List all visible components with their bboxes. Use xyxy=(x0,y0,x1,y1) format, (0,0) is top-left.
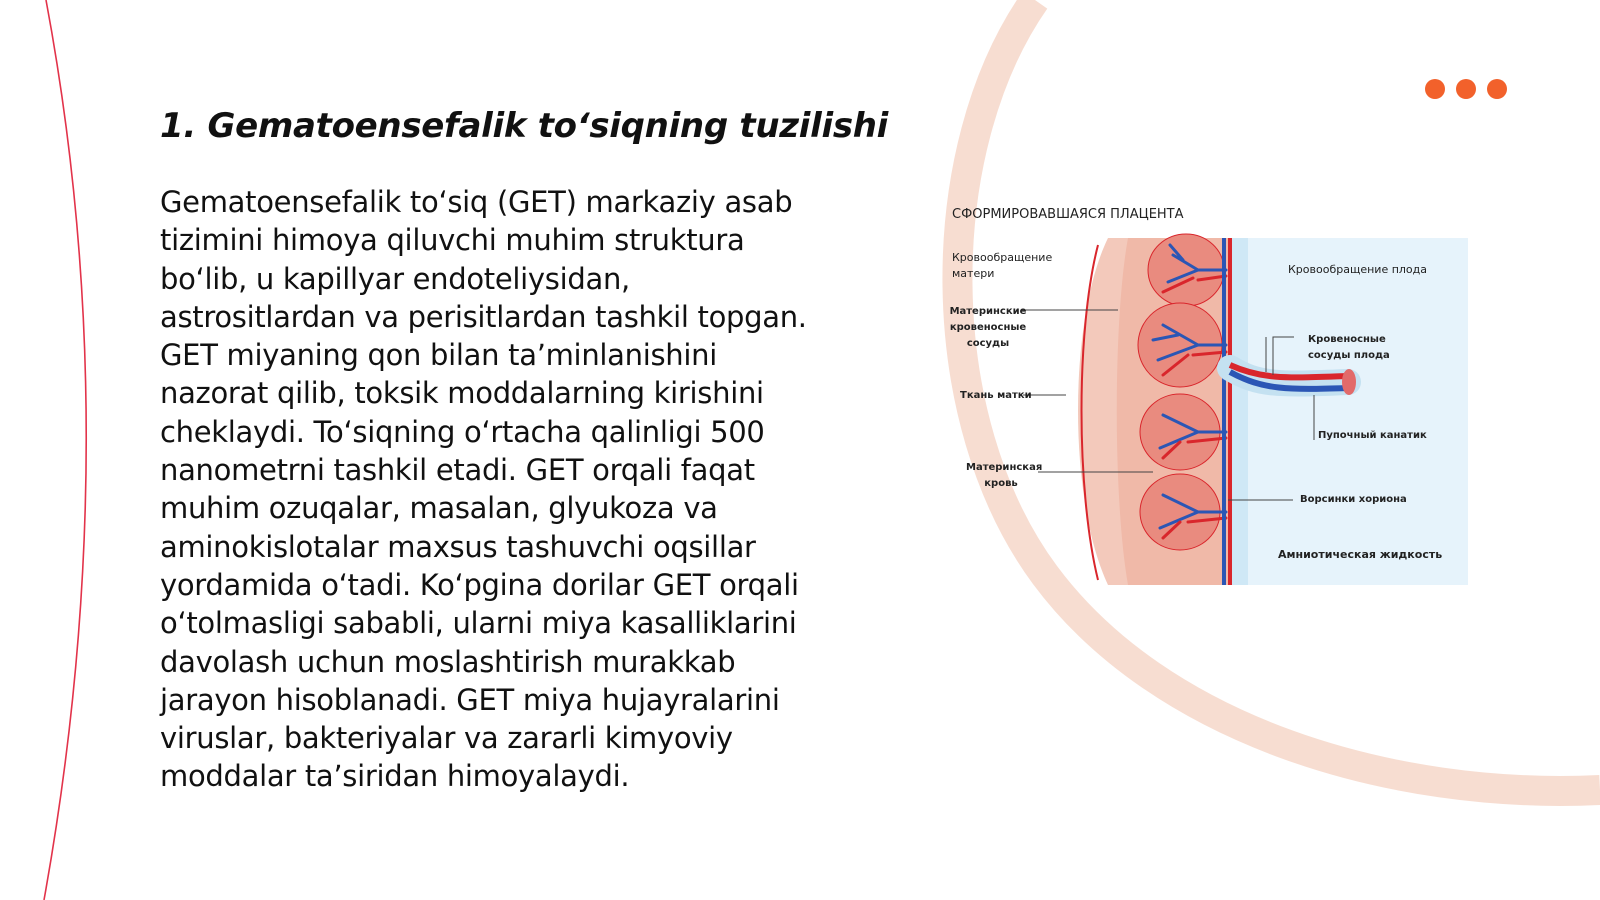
placenta-figure xyxy=(948,200,1468,585)
label-maternal-blood: Материнская кровь xyxy=(966,462,1043,489)
umbilical-cord-end xyxy=(1342,369,1356,395)
label-maternal-vessels: Материнские кровеносные сосуды xyxy=(949,306,1027,349)
figure-title: СФОРМИРОВАВШАЯСЯ ПЛАЦЕНТА xyxy=(952,207,1184,222)
label-fetal-vessels: Кровеносные сосуды плода xyxy=(1308,334,1390,361)
orange-dot xyxy=(1487,79,1507,99)
label-maternal-circulation: Кровообращение матери xyxy=(952,251,1053,280)
decor-dots xyxy=(1425,79,1507,99)
label-umbilical-cord: Пупочный канатик xyxy=(1318,430,1427,441)
orange-dot xyxy=(1425,79,1445,99)
left-red-curve xyxy=(44,0,86,900)
slide-title: 1. Gematoensefalik to‘siqning tuzilishi xyxy=(160,106,889,146)
orange-dot xyxy=(1456,79,1476,99)
label-fetal-circulation: Кровообращение плода xyxy=(1288,263,1428,276)
amniotic-area xyxy=(1224,238,1468,585)
label-amniotic-fluid: Амниотическая жидкость xyxy=(1278,548,1443,561)
slide-body: Gematoensefalik to‘siq (GET) markaziy asab tizimini himoya qiluvchi muhim struktura bo‘lib, u kapillyar endoteliysidan, astrositlardan va perisitlardan tashkil topgan. GET miyaning qon bilan ta’minlanishini nazorat qilib, toksik moddalarning kirishini cheklaydi. To‘siqning o‘rtacha qalinligi 500 nanometrni tashkil etadi. GET orqali faqat muhim ozuqalar, masalan, glyukoza va aminokislotalar maxsus tashuvchi oqsillar yordamida o‘tadi. Ko‘pgina dorilar GET orqali o‘tolmasligi sababli, ularni miya kasalliklarini davolash uchun moslashtirish murakkab jarayon hisoblanadi. GET miya hujayralarini viruslar, bakteriyalar va zararli kimyoviy moddalar ta’siridan himoyalaydi. xyxy=(160,185,807,794)
label-uterine-tissue: Ткань матки xyxy=(960,390,1032,401)
label-chorionic-villi: Ворсинки хориона xyxy=(1300,494,1407,505)
